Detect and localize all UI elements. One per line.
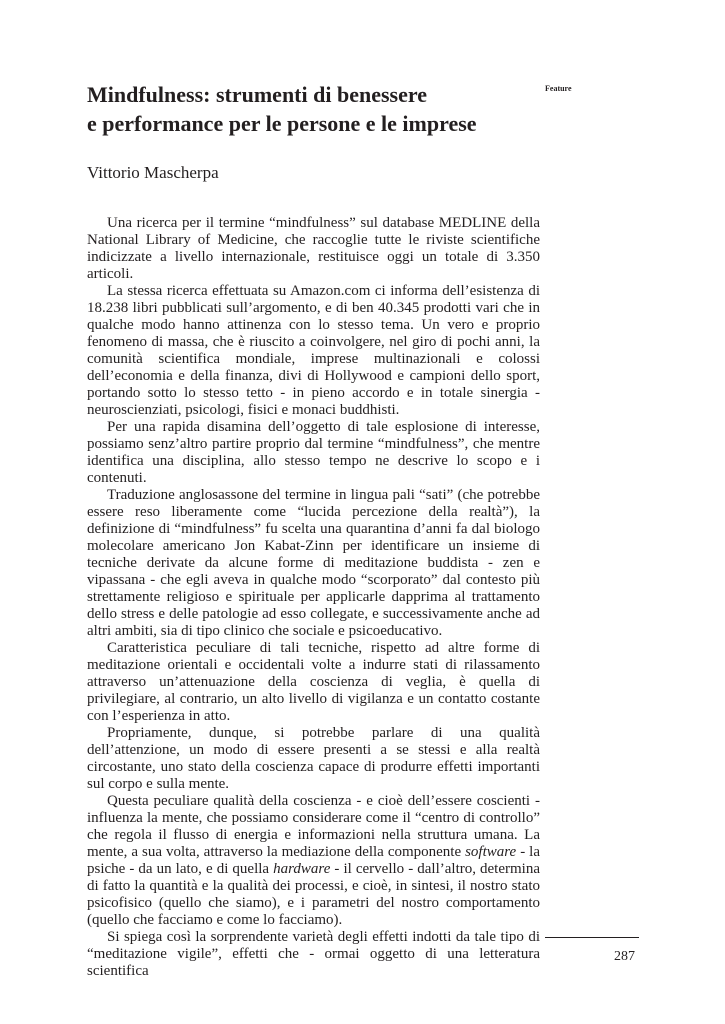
paragraph-text: Caratteristica peculiare di tali tecniche, rispetto ad altre forme di meditazione orientali e occidentali volte a indurre stati di rilassamento attraverso un’attenuazione della coscienza di veglia, è quella di privilegiare, al contrario, un alto livello di vigilanza e un contatto costante con l’esperienza in atto. — [87, 640, 540, 724]
paragraph-text: Questa peculiare qualità della coscienza - e cioè dell’essere coscienti - influenza la mente, che possiamo considerare come il “centro di controllo” che regola il flusso di energia e informazioni nella struttura umana. La mente, a sua volta, attraverso la mediazione della componente — [87, 793, 540, 860]
article-body — [87, 215, 540, 980]
article-title-line-2: e performance per le persone e le imprese — [87, 111, 477, 136]
italic-term: software — [465, 844, 517, 860]
article-author: Vittorio Mascherpa — [87, 163, 219, 182]
body-paragraph — [87, 725, 540, 793]
paragraph-text: Per una rapida disamina dell’oggetto di tale esplosione di interesse, possiamo senz’altro partire proprio dal termine “mindfulness”, che mentre identifica una disciplina, allo stesso tempo ne descrive lo scopo e i contenuti. — [87, 419, 540, 486]
paragraph-text: Traduzione anglosassone del termine in lingua pali “sati” (che potrebbe essere reso liberamente come “lucida percezione della realtà”), la definizione di “mindfulness” fu scelta una quarantina d’anni fa dal biologo molecolare americano Jon Kabat-Zinn per identificare un insieme di tecniche derivate da alcune forme di meditazione buddista - zen e vipassana - che egli aveva in qualche modo “scorporato” dal contesto più strettamente religioso e spirituale per applicarle dapprima al trattamento dello stress e delle patologie ad esso collegate, e successivamente anche ad altri ambiti, sia di tipo clinico che sociale e psicoeducativo. — [87, 487, 540, 639]
body-paragraph — [87, 283, 540, 419]
article-title — [87, 80, 527, 138]
body-paragraph — [87, 487, 540, 640]
paragraph-text: - la psiche - da un lato, e di quella — [87, 844, 540, 877]
paragraph-text: Si spiega così la sorprendente varietà degli effetti indotti da tale tipo di “meditazione vigile”, effetti che - ormai oggetto di una letteratura scientifica — [87, 929, 540, 979]
section-label: Feature — [545, 84, 572, 93]
page-number: 287 — [614, 949, 635, 964]
body-paragraph — [87, 793, 540, 929]
paragraph-text: Una ricerca per il termine “mindfulness” sul database MEDLINE della National Library of Medicine, che raccoglie tutte le riviste scientifiche indicizzate a livello internazionale, restituisce oggi un totale di 3.350 articoli. — [87, 215, 540, 282]
footer-rule — [545, 937, 639, 938]
body-paragraph — [87, 929, 540, 980]
article-title-line-1: Mindfulness: strumenti di benessere — [87, 82, 427, 107]
paragraph-text: - il cervello - dall’altro, determina di fatto la quantità e la qualità dei processi, e cioè, in sintesi, il nostro stato psicofisico (quello che siamo), e i parametri del nostro comportamento (quello che facciamo e come lo facciamo). — [87, 861, 540, 928]
paragraph-text: Propriamente, dunque, si potrebbe parlare di una qualità dell’attenzione, un modo di essere presenti a se stessi e alla realtà circostante, uno stato della coscienza capace di produrre effetti importanti sul corpo e sulla mente. — [87, 725, 540, 792]
italic-term: hardware — [273, 861, 331, 877]
body-paragraph — [87, 640, 540, 725]
body-paragraph — [87, 215, 540, 283]
body-paragraph — [87, 419, 540, 487]
paragraph-text: La stessa ricerca effettuata su Amazon.com ci informa dell’esistenza di 18.238 libri pubblicati sull’argomento, e di ben 40.345 prodotti vari che in qualche modo hanno attinenza con lo stesso tema. Un vero e proprio fenomeno di massa, che è riuscito a coinvolgere, nel giro di pochi anni, la comunità scientifica mondiale, imprese multinazionali e colossi dell’economia e della finanza, divi di Hollywood e campioni dello sport, portando sotto lo stesso tetto - in pieno accordo e in totale sinergia - neuroscienziati, psicologi, fisici e monaci buddhisti. — [87, 283, 540, 418]
